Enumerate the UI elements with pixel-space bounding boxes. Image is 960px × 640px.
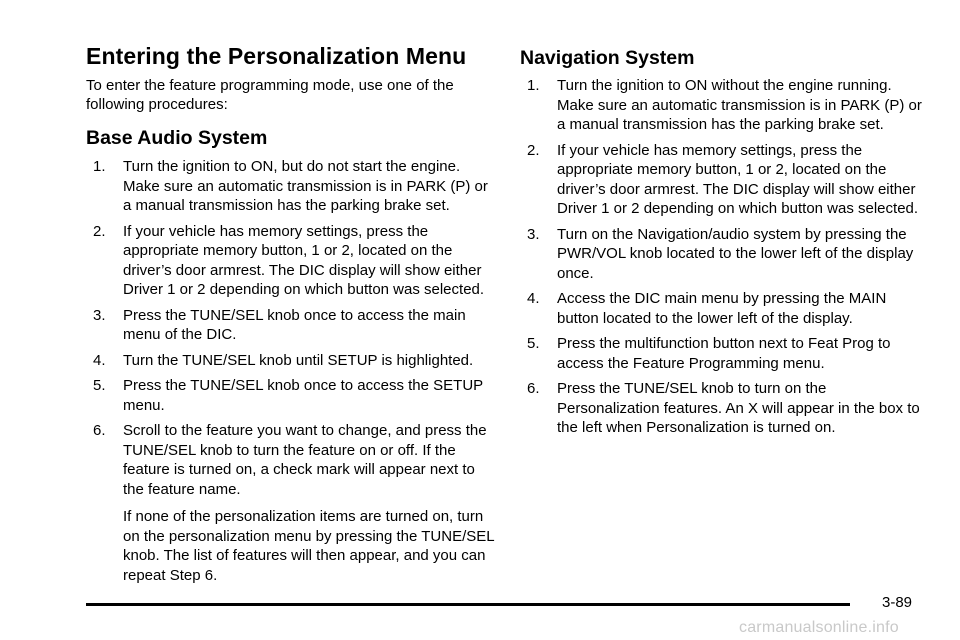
step-number: 5. [527, 335, 540, 352]
right-column [520, 42, 930, 444]
list-item [93, 157, 496, 216]
list-item [93, 222, 496, 300]
list-item [527, 225, 930, 284]
step-text: If your vehicle has memory settings, press the appropriate memory button, 1 or 2, located on the driver’s door armrest. The DIC display will show either Driver 1 or 2 depending on which button was selected. [123, 222, 485, 298]
step-number: 6. [527, 380, 540, 397]
list-item [527, 141, 930, 219]
section-title-base-audio: Base Audio System [86, 127, 268, 149]
step-text: Access the DIC main menu by pressing the MAIN button located to the lower left of the display. [557, 290, 887, 327]
watermark: carmanualsonline.info [739, 619, 899, 636]
footer-rule [86, 603, 850, 606]
step-text: Turn the ignition to ON, but do not start the engine. Make sure an automatic transmission is in PARK (P) or a manual transmission has the parking brake set. [123, 158, 488, 214]
step-text: Turn the ignition to ON without the engine running. Make sure an automatic transmission is in PARK (P) or a manual transmission has the parking brake set. [557, 77, 922, 133]
navigation-steps [520, 76, 930, 438]
step-text: Turn on the Navigation/audio system by pressing the PWR/VOL knob located to the lower left of the display once. [557, 225, 914, 282]
step-number: 4. [93, 351, 106, 369]
section-title-navigation: Navigation System [520, 47, 695, 69]
step-text: Turn the TUNE/SEL knob until SETUP is highlighted. [123, 351, 474, 369]
list-item [93, 306, 496, 345]
step-number: 2. [527, 141, 540, 159]
list-item [527, 76, 930, 135]
left-column [86, 42, 496, 585]
list-item [527, 289, 930, 328]
step-text: If your vehicle has memory settings, press the appropriate memory button, 1 or 2, located on the driver’s door armrest. The DIC display will show either Driver 1 or 2 depending on which button was selected. [557, 141, 919, 217]
step-number: 3. [527, 225, 540, 243]
step-text: Press the TUNE/SEL knob once to access the main menu of the DIC. [123, 306, 466, 343]
step-number: 1. [527, 77, 540, 94]
step-text: Press the TUNE/SEL knob once to access the SETUP menu. [123, 377, 483, 414]
list-item [93, 351, 496, 371]
step-text: Press the multifunction button next to Feat Prog to access the Feature Programming menu. [557, 335, 891, 372]
step-number: 3. [93, 306, 106, 324]
step-text: Scroll to the feature you want to change, and press the TUNE/SEL knob to turn the feature on or off. If the feature is turned on, a check mark will appear next to the feature name. [123, 422, 487, 498]
step-number: 5. [93, 377, 106, 394]
step-number: 6. [93, 422, 106, 439]
step-number: 4. [527, 290, 540, 307]
page-number: 3-89 [882, 594, 913, 611]
step-number: 1. [93, 158, 106, 175]
page-title: Entering the Personalization Menu [86, 43, 467, 69]
base-audio-steps [86, 157, 496, 499]
step-number: 2. [93, 222, 106, 240]
note-paragraph: If none of the personalization items are turned on, turn on the personalization menu by pressing the TUNE/SEL knob. The list of features will then appear, and you can repeat Step 6. [123, 508, 495, 584]
list-item [527, 334, 930, 373]
list-item [93, 421, 496, 499]
intro-paragraph: To enter the feature programming mode, use one of the following procedures: [86, 77, 454, 113]
list-item [527, 379, 930, 438]
step-text: Press the TUNE/SEL knob to turn on the Personalization features. An X will appear in the box to the left when Personalization is turned on. [557, 380, 920, 436]
list-item [93, 376, 496, 415]
